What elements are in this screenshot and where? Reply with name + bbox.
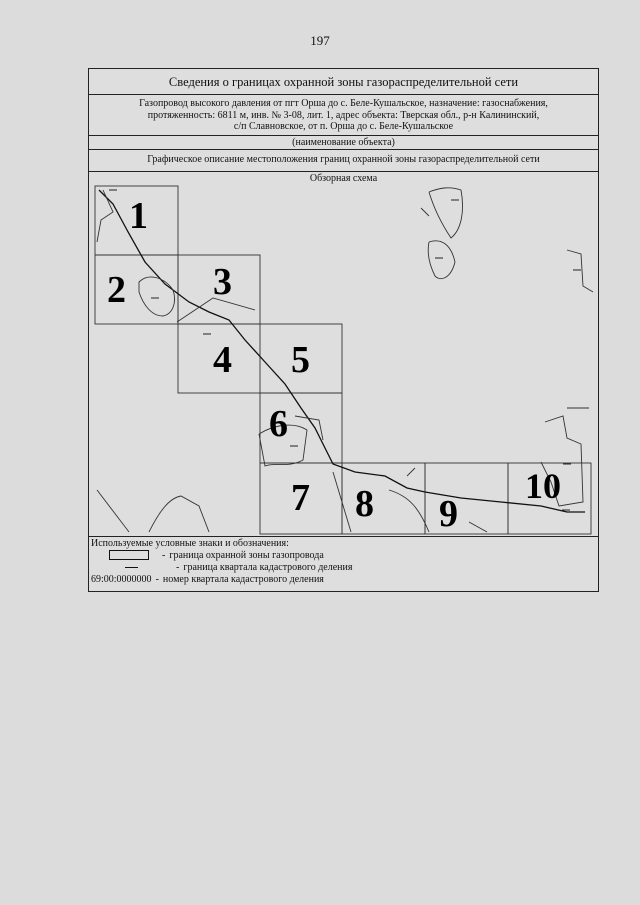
object-description (89, 95, 598, 136)
legend-title: Используемые условные знаки и обозначения: (91, 537, 289, 549)
legend-text: граница квартала кадастрового деления (183, 561, 353, 573)
quarter-boundary (429, 187, 463, 237)
sheet-label-9: 9 (439, 492, 458, 535)
quarter-boundary (567, 250, 593, 292)
overview-map (89, 172, 598, 536)
scheme-title: Обзорная схема (309, 172, 378, 184)
legend-item-zone-boundary (109, 550, 324, 561)
legend-separator: - (155, 573, 159, 585)
sheet-label-1: 1 (129, 194, 148, 237)
page-number: 197 (310, 33, 330, 48)
sheet-label-6: 6 (269, 402, 288, 445)
form-title: Сведения о границах охранной зоны газораспределительной сети (89, 69, 598, 95)
graphic-description: Графическое описание местоположения границ охранной зоны газораспределительной сети (89, 150, 598, 172)
quarter-boundary (389, 490, 429, 532)
quarter-boundary (97, 490, 129, 532)
legend-separator: - (176, 561, 180, 573)
object-name-caption: (наименование объекта) (89, 136, 598, 150)
legend-text: номер квартала кадастрового деления (162, 573, 324, 585)
sheet-label-5: 5 (291, 338, 310, 381)
quarter-boundary-symbol-icon (125, 567, 138, 568)
quarter-boundary (139, 276, 175, 315)
sheet-label-10: 10 (525, 465, 561, 506)
sheet-label-4: 4 (213, 338, 232, 381)
quarter-boundary (428, 240, 455, 278)
legend-separator: - (162, 549, 166, 561)
sheet-label-2: 2 (107, 268, 126, 311)
quarter-boundary (149, 496, 209, 532)
quarter-number-marks (109, 190, 581, 510)
description-line: Газопровод высокого давления от пгт Орша до с. Беле-Кушальское, назначение: газоснабжения, (139, 98, 548, 109)
legend-text: граница охранной зоны газопровода (169, 549, 324, 561)
description-line: с/п Славновское, от п. Орша до с. Беле-Кушальское (233, 121, 454, 132)
quarter-boundary (97, 190, 113, 242)
sheet-label-8: 8 (355, 482, 374, 525)
legend (89, 537, 598, 591)
overview-scheme (89, 172, 598, 537)
quarter-boundary (421, 208, 429, 216)
legend-item-quarter-number (91, 574, 324, 585)
zone-boundary-symbol-icon (109, 550, 149, 560)
legend-item-quarter-boundary (125, 562, 352, 573)
quarter-boundary (469, 522, 487, 532)
quarter-number-sample: 69:00:0000000 (91, 573, 152, 585)
cadastral-form (88, 68, 599, 592)
sheet-label-7: 7 (291, 476, 310, 519)
description-line: протяженность: 6811 м, инв. № 3-08, лит. 1, адрес объекта: Тверская обл., р-н Калининский, (147, 109, 540, 121)
sheet-label-3: 3 (213, 260, 232, 303)
quarter-boundary (407, 468, 415, 476)
